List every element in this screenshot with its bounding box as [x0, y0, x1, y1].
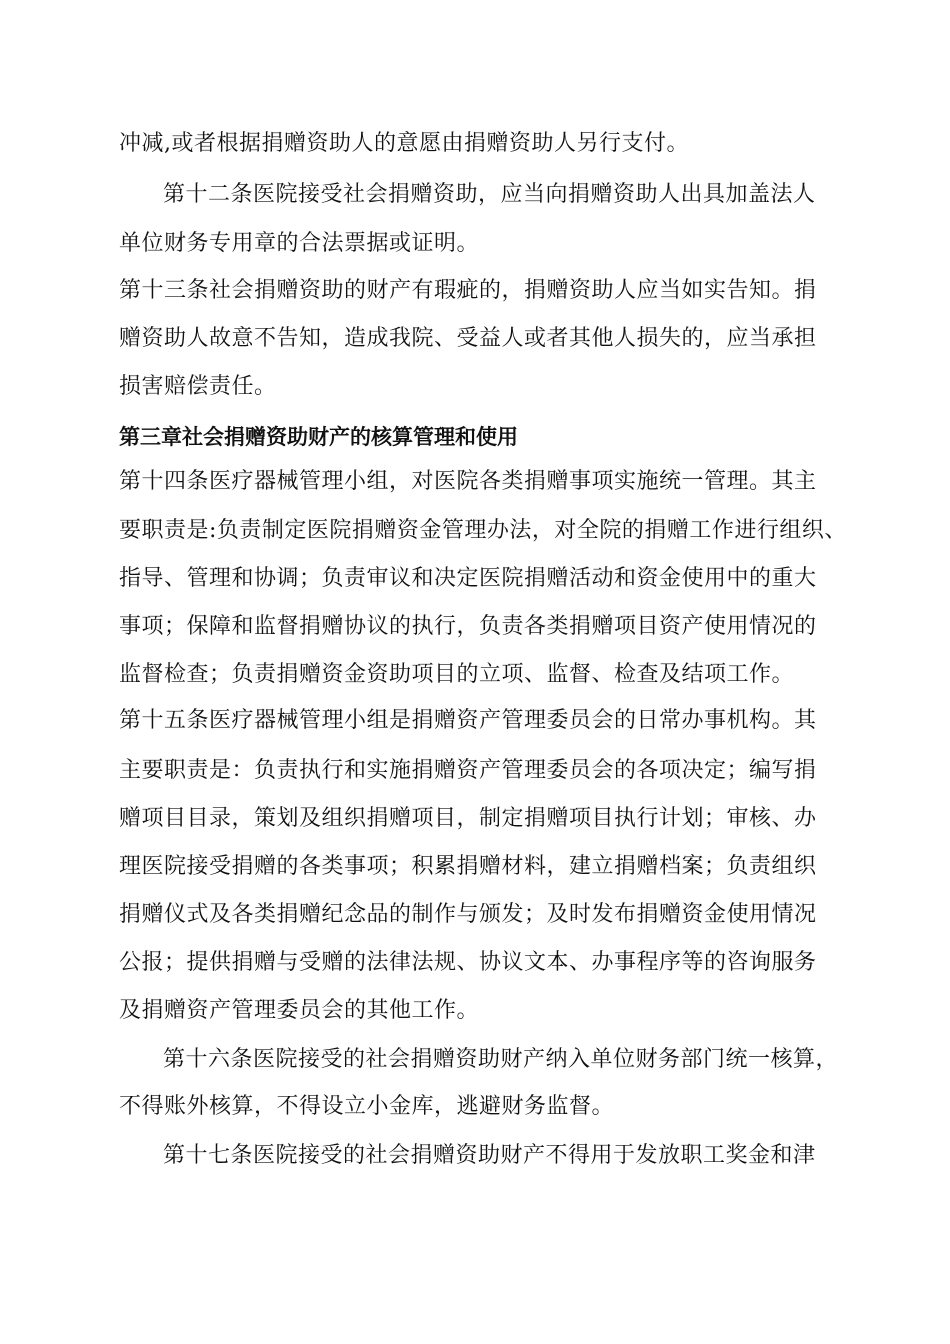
text-line: 要职责是:负责制定医院捐赠资金管理办法，对全院的捐赠工作进行组织、 [119, 518, 847, 543]
text-line: 指导、管理和协调；负责审议和决定医院捐赠活动和资金使用中的重大 [119, 566, 817, 591]
article-16-line: 第十六条医院接受的社会捐赠资助财产纳入单位财务部门统一核算， [163, 1047, 839, 1072]
text-line: 事项；保障和监督捐赠协议的执行，负责各类捐赠项目资产使用情况的 [119, 614, 817, 639]
text-line: 主要职责是：负责执行和实施捐赠资产管理委员会的各项决定；编写捐 [119, 758, 817, 783]
text-line: 公报；提供捐赠与受赠的法律法规、协议文本、办事程序等的咨询服务 [119, 950, 817, 975]
text-line: 赠资助人故意不告知，造成我院、受益人或者其他人损失的，应当承担 [119, 326, 817, 351]
article-17-line: 第十七条医院接受的社会捐赠资助财产不得用于发放职工奖金和津 [163, 1143, 816, 1168]
text-line: 理医院接受捐赠的各类事项；积累捐赠材料，建立捐赠档案；负责组织 [119, 854, 817, 879]
text-line: 不得账外核算，不得设立小金库，逃避财务监督。 [119, 1094, 615, 1119]
article-15-line: 第十五条医疗器械管理小组是捐赠资产管理委员会的日常办事机构。其 [119, 708, 817, 733]
text-line: 捐赠仪式及各类捐赠纪念品的制作与颁发；及时发布捐赠资金使用情况 [119, 902, 817, 927]
text-line: 及捐赠资产管理委员会的其他工作。 [119, 998, 480, 1023]
text-line: 冲减,或者根据捐赠资助人的意愿由捐赠资助人另行支付。 [119, 131, 689, 156]
article-12-line: 第十二条医院接受社会捐赠资助，应当向捐赠资助人出具加盖法人 [163, 182, 816, 207]
text-line: 监督检查；负责捐赠资金资助项目的立项、监督、检查及结项工作。 [119, 662, 795, 687]
article-13-line: 第十三条社会捐赠资助的财产有瑕疵的，捐赠资助人应当如实告知。捐 [119, 278, 817, 303]
chapter-heading: 第三章社会捐赠资助财产的核算管理和使用 [119, 425, 518, 449]
text-line: 单位财务专用章的合法票据或证明。 [119, 231, 480, 256]
article-14-line: 第十四条医疗器械管理小组，对医院各类捐赠事项实施统一管理。其主 [119, 469, 817, 494]
text-line: 损害赔偿责任。 [119, 374, 277, 399]
text-line: 赠项目目录，策划及组织捐赠项目，制定捐赠项目执行计划；审核、办 [119, 806, 817, 831]
